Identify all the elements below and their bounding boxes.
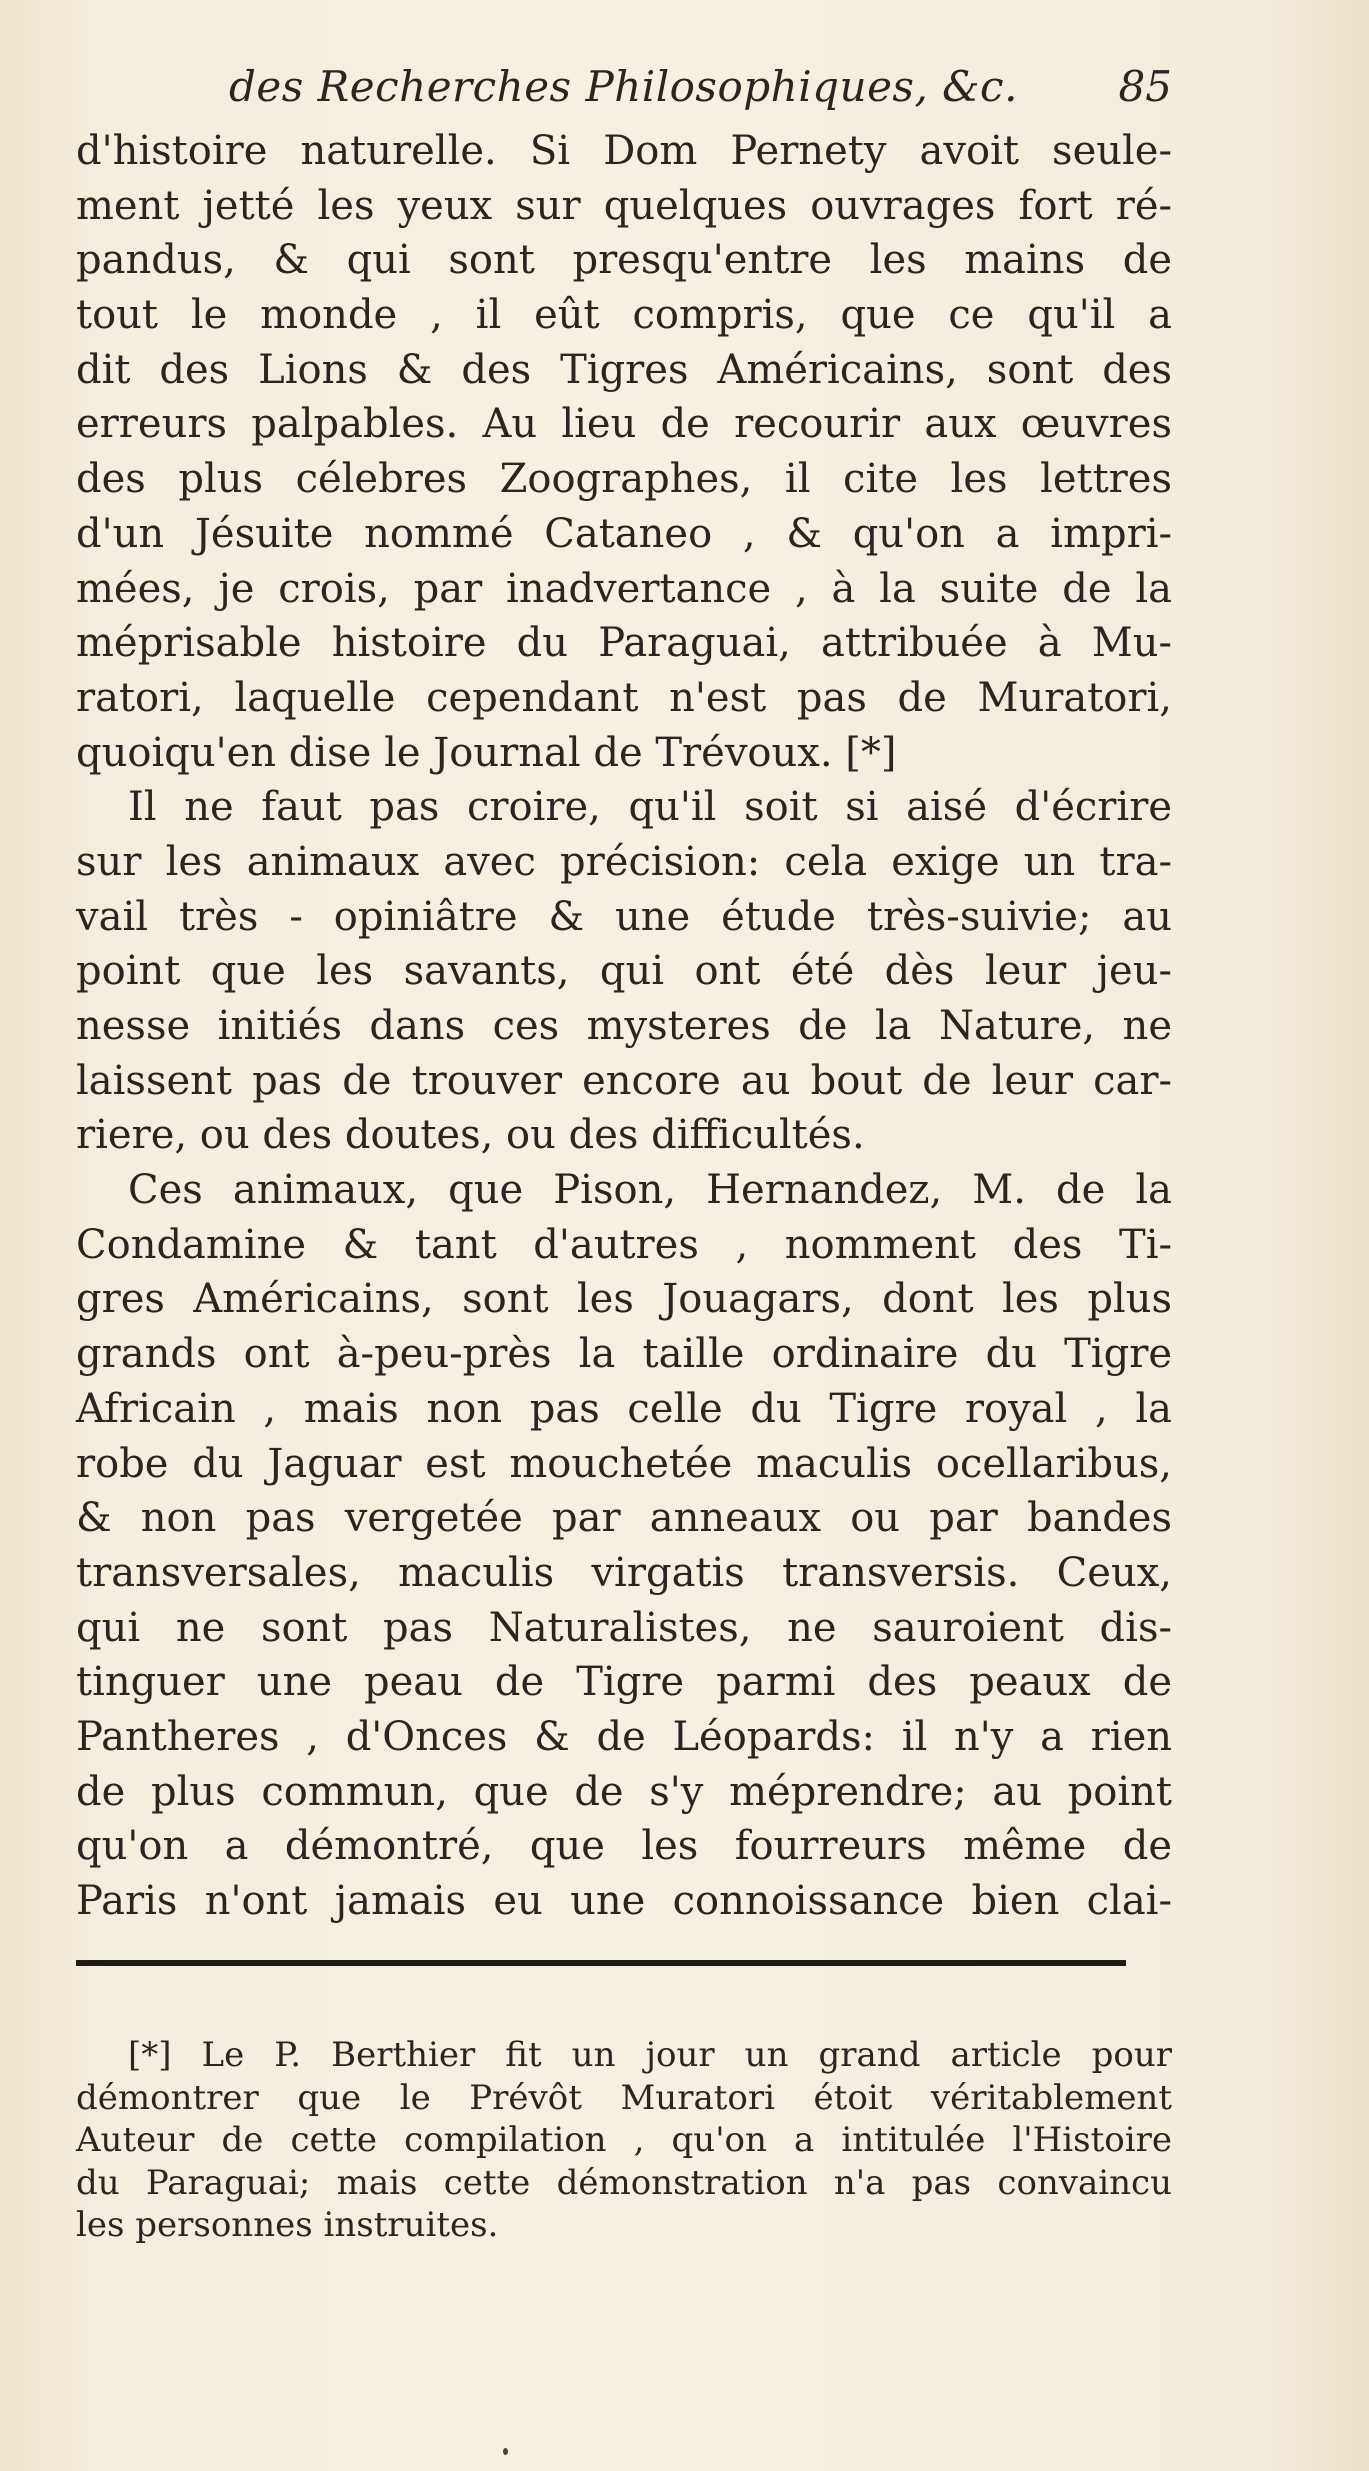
- text-line: erreurs palpables. Au lieu de recourir aux œuvres: [76, 401, 1172, 448]
- text-line: transversales, maculis virgatis transversis. Ceux,: [76, 1549, 1172, 1596]
- text-line: qui ne sont pas Naturalistes, ne sauroient dis-: [76, 1604, 1172, 1651]
- text-line: gres Américains, sont les Jouagars, dont les plus: [76, 1276, 1172, 1323]
- running-title: des Recherches Philosophiques, &c.: [229, 62, 1018, 111]
- text-line: robe du Jaguar est mouchetée maculis ocellaribus,: [76, 1440, 1172, 1487]
- footnote-line: Auteur de cette compilation , qu'on a intitulée l'Histoire: [76, 2120, 1172, 2160]
- text-line: Condamine & tant d'autres , nomment des Ti-: [76, 1221, 1172, 1268]
- text-line: mées, je crois, par inadvertance , à la suite de la: [76, 565, 1172, 612]
- text-line: ment jetté les yeux sur quelques ouvrages fort ré-: [76, 182, 1172, 229]
- text-line: Ces animaux, que Pison, Hernandez, M. de la: [128, 1167, 1172, 1214]
- text-line: dit des Lions & des Tigres Américains, sont des: [76, 346, 1172, 393]
- print-speck: [503, 2448, 508, 2455]
- footnote-line: du Paraguai; mais cette démonstration n'a pas convaincu: [76, 2162, 1172, 2203]
- text-line: pandus, & qui sont presqu'entre les mains de: [76, 237, 1172, 284]
- text-line: tout le monde , il eût compris, que ce qu'il a: [76, 292, 1172, 339]
- text-line: grands ont à-peu-près la taille ordinaire du Tigre: [76, 1331, 1172, 1378]
- text-line: & non pas vergetée par anneaux ou par bandes: [76, 1495, 1172, 1542]
- footnote-line: [*] Le P. Berthier fit un jour un grand article pour: [128, 2035, 1172, 2075]
- text-line: ratori, laquelle cependant n'est pas de Muratori,: [76, 674, 1172, 721]
- text-line: d'un Jésuite nommé Cataneo , & qu'on a impri-: [76, 510, 1172, 557]
- text-line: Africain , mais non pas celle du Tigre royal , la: [76, 1385, 1172, 1432]
- page-number: 85: [1118, 62, 1172, 111]
- text-line: quoiqu'en dise le Journal de Trévoux. [*]: [76, 729, 897, 776]
- text-line: tinguer une peau de Tigre parmi des peaux de: [76, 1659, 1172, 1706]
- text-line: qu'on a démontré, que les fourreurs même de: [76, 1823, 1172, 1870]
- text-line: de plus commun, que de s'y méprendre; au point: [76, 1768, 1172, 1815]
- footnote-line: démontrer que le Prévôt Muratori étoit véritablement: [76, 2077, 1172, 2118]
- text-line: vail très - opiniâtre & une étude très-suivie; au: [76, 893, 1172, 940]
- text-line: des plus célebres Zoographes, il cite les lettres: [76, 456, 1172, 503]
- text-line: sur les animaux avec précision: cela exige un tra-: [76, 838, 1172, 885]
- text-line: nesse initiés dans ces mysteres de la Nature, ne: [76, 1003, 1172, 1049]
- text-line: point que les savants, qui ont été dès leur jeu-: [76, 948, 1172, 995]
- footnote: [76, 2034, 1172, 2247]
- text-line: Paris n'ont jamais eu une connoissance bien clai-: [76, 1878, 1172, 1924]
- footnote-line: les personnes instruites.: [76, 2205, 499, 2245]
- text-line: riere, ou des doutes, ou des difficultés.: [76, 1112, 865, 1159]
- text-line: d'histoire naturelle. Si Dom Pernety avoit seule-: [76, 128, 1172, 174]
- text-line: méprisable histoire du Paraguai, attribuée à Mu-: [76, 620, 1172, 667]
- page-header: [76, 62, 1172, 132]
- main-text: [76, 124, 1172, 1929]
- text-line: Pantheres , d'Onces & de Léopards: il n'y a rien: [76, 1713, 1172, 1760]
- text-line: laissent pas de trouver encore au bout de leur car-: [76, 1057, 1172, 1104]
- text-line: Il ne faut pas croire, qu'il soit si aisé d'écrire: [128, 784, 1172, 831]
- footnote-rule: [76, 1960, 1126, 1966]
